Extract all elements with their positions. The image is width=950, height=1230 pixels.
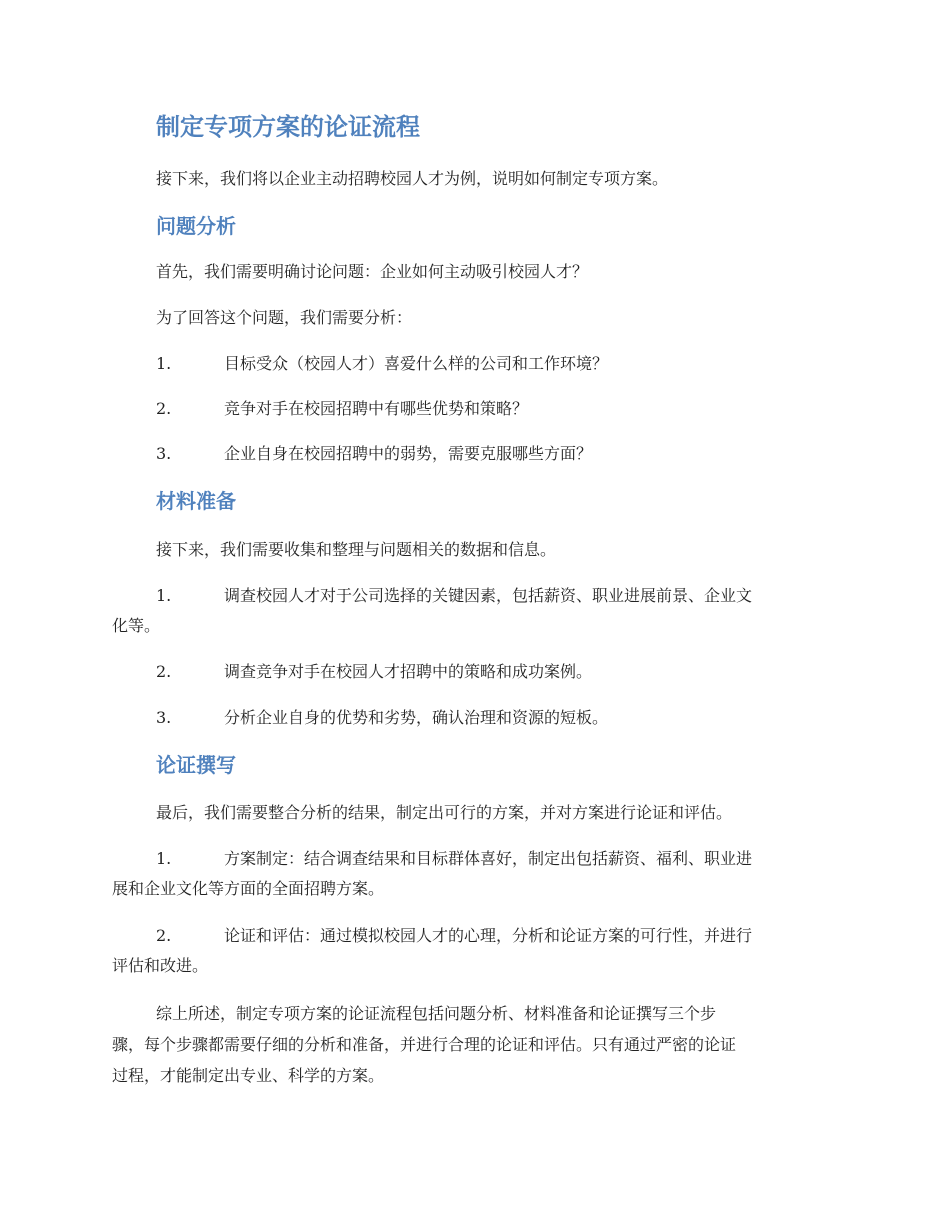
list-item-text-line-1: 调查校园人才对于公司选择的关键因素，包括薪资、职业进展前景、企业文: [224, 586, 753, 605]
conclusion-line-1: 综上所述，制定专项方案的论证流程包括问题分析、材料准备和论证撰写三个步: [156, 1004, 717, 1023]
list-item: [112, 581, 840, 641]
section-heading-material-preparation: 材料准备: [156, 489, 236, 513]
list-item-number: 1.: [156, 849, 172, 868]
list-item-number: 2.: [156, 662, 172, 681]
conclusion-line-3: 过程，才能制定出专业、科学的方案。: [112, 1066, 385, 1085]
conclusion-line-2: 骤，每个步骤都需要仔细的分析和准备，并进行合理的论证和评估。只有通过严密的论证: [112, 1035, 737, 1054]
list-item-number: 3.: [156, 444, 172, 463]
list-item: [112, 844, 840, 904]
list-item-text: 目标受众（校园人才）喜爱什么样的公司和工作环境？: [224, 354, 609, 373]
intro-paragraph: 接下来，我们将以企业主动招聘校园人才为例，说明如何制定专项方案。: [156, 169, 669, 188]
list-item-text: 企业自身在校园招聘中的弱势，需要克服哪些方面？: [224, 444, 593, 463]
section-heading-problem-analysis: 问题分析: [156, 214, 236, 238]
list-item-text: 竞争对手在校园招聘中有哪些优势和策略？: [224, 399, 529, 418]
conclusion-paragraph: [112, 998, 840, 1091]
list-item: [112, 439, 840, 469]
list-item: [112, 349, 840, 379]
list-item-text: 调查竞争对手在校园人才招聘中的策略和成功案例。: [224, 662, 593, 681]
list-item-number: 1.: [156, 354, 172, 373]
list-item-number: 3.: [156, 708, 172, 727]
section1-paragraph-2: 为了回答这个问题，我们需要分析：: [156, 308, 413, 327]
list-item-number: 1.: [156, 586, 172, 605]
section1-paragraph-1: 首先，我们需要明确讨论问题：企业如何主动吸引校园人才？: [156, 262, 589, 281]
list-item: [112, 703, 840, 733]
list-item-text-line-2: 展和企业文化等方面的全面招聘方案。: [112, 879, 385, 898]
document-title: 制定专项方案的论证流程: [156, 113, 420, 141]
list-item-number: 2.: [156, 926, 172, 945]
list-item-text-line-1: 方案制定：结合调查结果和目标群体喜好，制定出包括薪资、福利、职业进: [224, 849, 753, 868]
section3-paragraph-1: 最后，我们需要整合分析的结果，制定出可行的方案，并对方案进行论证和评估。: [156, 803, 733, 822]
section-heading-argument-writing: 论证撰写: [156, 753, 236, 777]
list-item: [112, 394, 840, 424]
list-item: [112, 921, 840, 981]
list-item-text-line-2: 评估和改进。: [112, 956, 209, 975]
section2-paragraph-1: 接下来，我们需要收集和整理与问题相关的数据和信息。: [156, 540, 557, 559]
list-item-text-line-2: 化等。: [112, 616, 161, 635]
list-item-text-line-1: 论证和评估：通过模拟校园人才的心理，分析和论证方案的可行性，并进行: [224, 926, 753, 945]
list-item-text: 分析企业自身的优势和劣势，确认治理和资源的短板。: [224, 708, 609, 727]
list-item-number: 2.: [156, 399, 172, 418]
list-item: [112, 657, 840, 687]
